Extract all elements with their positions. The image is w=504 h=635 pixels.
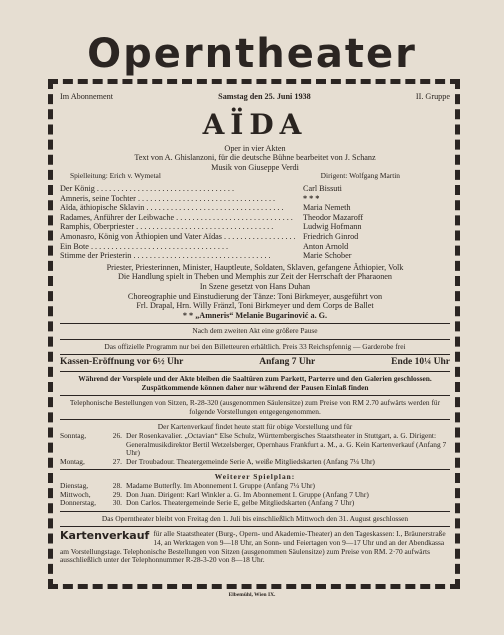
cast-name: Maria Nemeth	[303, 203, 351, 213]
cast-role: Aïda, äthiopische Sklavin . . .	[60, 203, 295, 213]
start-time: Anfang 7 Uhr	[259, 357, 316, 368]
cast-role: Ramphis, Oberpriester . . .	[60, 222, 295, 232]
divider	[60, 526, 450, 527]
cast-row	[60, 251, 450, 261]
cast-role: Der König . . .	[60, 184, 295, 194]
divider	[60, 395, 450, 396]
page-title: Operntheater	[87, 31, 417, 77]
schedule-text: Der Troubadour. Theatergemeinde Serie A, weiße Mitgliedskarten (Anfang 7¼ Uhr)	[126, 456, 375, 466]
cast-row	[60, 232, 450, 242]
cast-row	[60, 194, 450, 204]
pause-note: Nach dem zweiten Akt eine größere Pause	[192, 326, 318, 336]
cast-row	[60, 242, 450, 252]
top-row	[60, 92, 450, 102]
schedule-date: 30.	[112, 498, 122, 508]
cast-role: Radames, Anführer der Leibwache . . .	[60, 213, 295, 223]
cast-name: Marie Schober	[303, 251, 352, 261]
cast-row	[60, 203, 450, 213]
cast-role: Stimme der Priesterin . . .	[60, 251, 295, 261]
choreography-line-1: Choreographie und Einstudierung der Tänze: Toni Birkmeyer, ausgeführt von	[127, 291, 383, 301]
schedule-further	[60, 482, 450, 508]
schedule-text: Don Carlos. Theatergemeinde Serie E, gelbe Mitgliedskarten (Anfang 7 Uhr)	[126, 498, 355, 508]
closure-note: Das Operntheater bleibt von Freitag den 1. Juli bis einschließlich Mittwoch den 31. August geschlossen	[101, 513, 409, 523]
opera-title: AÏDA	[202, 107, 308, 141]
schedule-text: Don Juan. Dirigent: Karl Winkler a. G. Im Abonnement I. Gruppe (Anfang 7 Uhr)	[126, 489, 369, 499]
music-line: Musik von Giuseppe Verdi	[211, 162, 299, 172]
cast-name: Theodor Mazaroff	[303, 212, 364, 222]
schedule-day: Donnerstag,	[60, 498, 96, 508]
end-time: Ende 10¼ Uhr	[391, 357, 450, 368]
divider	[60, 469, 450, 470]
divider	[60, 354, 450, 355]
schedule-date: 26.	[112, 431, 122, 441]
schedule-text: Der Rosenkavalier. „Octavian“ Else Schulz, Württembergisches Staatstheater in Stuttgart, a. G. Dirigent: Generalmusikdirektor Bertil Wetzelsberger, Opernhaus Frankfurt a. M., a. G. Kein Kartenverkauf (Anfang 7 Uhr)	[126, 431, 447, 458]
libretto-line: Text von A. Ghislanzoni, für die deutsche Bühne bearbeitet von J. Schanz	[134, 153, 376, 163]
cast-role: Ein Bote . . .	[60, 242, 295, 252]
schedule-day: Dienstag,	[60, 481, 89, 490]
choreography-line-2: Frl. Drapal, Hrn. Willy Fränzl, Toni Birkmeyer und dem Corps de Ballet	[136, 301, 374, 311]
times-row	[60, 358, 450, 368]
conductor: Dirigent: Wolfgang Martin	[320, 171, 400, 181]
date-label: Samstag den 25. Juni 1938	[218, 92, 311, 101]
printer-imprint: Elbemühl, Wien IX.	[228, 592, 276, 598]
schedule-date: 27.	[112, 456, 122, 466]
ticket-sales-text: für alle Staatstheater (Burg-, Opern- und Akademie-Theater) an den Tageskassen: I., Bräunerstraße 14, an Werktagen von 9—18 Uhr, an Sonn- und Feiertagen von 9—17 Uhr und an der Abendkassa am Vorstellungstage. Telephonische Bestellungen von Sitzen (ausgenommen Säulensitze) zum Preise von RM. 2·70 aufwärts ausschließlich unter der Telephonnummer R-28-3-20 von 8—18 Uhr.	[60, 529, 446, 565]
schedule-today	[60, 432, 450, 466]
schedule-text: Madame Butterfly. Im Abonnement I. Gruppe (Anfang 7¼ Uhr)	[126, 481, 315, 490]
schedule-date: 28.	[112, 481, 122, 490]
staging-line: In Szene gesetzt von Hans Duhan	[199, 281, 311, 291]
ticket-sales-label: Kartenverkauf	[60, 529, 150, 543]
cast-list	[60, 184, 450, 261]
group-label: II. Gruppe	[415, 92, 450, 101]
cast-name: Friedrich Ginrod	[303, 231, 359, 241]
chorus-line: Priester, Priesterinnen, Minister, Hauptleute, Soldaten, Sklaven, gefangene Äthiopier, Volk	[106, 262, 404, 272]
schedule-day: Montag,	[60, 456, 85, 466]
divider	[60, 419, 450, 420]
ticket-sale-heading: Der Kartenverkauf findet heute statt für obige Vorstellung und für	[157, 422, 353, 432]
direction-row	[60, 172, 450, 181]
cast-row	[60, 222, 450, 232]
schedule-row	[60, 499, 450, 508]
playbill-content	[60, 92, 450, 565]
cast-name: Carl Bissuti	[303, 183, 342, 193]
divider	[60, 339, 450, 340]
ticket-sales-info	[60, 530, 450, 564]
door-notice: Während der Vorspiele und der Akte bleiben die Saaltüren zum Parkett, Parterre und den Galerien geschlossen. Zuspätkommende können daher nur während der Pausen Einlaß finden	[78, 374, 432, 392]
program-note: Das offizielle Programm nur bei den Billetteuren erhältlich. Preis 33 Reichspfennig — Garderobe frei	[104, 341, 406, 351]
divider	[60, 323, 450, 324]
amneris-note: * * „Amneris“ Melanie Bugarinović a. G.	[182, 310, 328, 320]
phone-booking-note: Telephonische Bestellungen von Sitzen, R-28-320 (ausgenommen Säulensitze) zum Preise von RM 2.70 aufwärts werden für folgende Vorstellungen entgegengenommen.	[69, 398, 441, 416]
schedule-heading: Weiterer Spielplan:	[214, 472, 296, 482]
cast-name: Anton Arnold	[303, 241, 349, 251]
subscription-label: Im Abonnement	[60, 92, 113, 101]
schedule-row	[60, 458, 450, 467]
schedule-day: Mittwoch,	[60, 489, 91, 499]
schedule-date: 29.	[112, 489, 122, 499]
director: Spielleitung: Erich v. Wymetal	[70, 171, 161, 181]
schedule-row	[60, 432, 450, 458]
cast-name: Ludwig Hofmann	[303, 222, 362, 232]
box-office-opening: Kassen-Eröffnung vor 6½ Uhr	[60, 357, 184, 368]
divider	[60, 371, 450, 372]
cast-row	[60, 213, 450, 223]
opera-subtitle: Oper in vier Akten	[224, 143, 286, 153]
setting-line: Die Handlung spielt in Theben und Memphis zur Zeit der Herrschaft der Pharaonen	[117, 272, 393, 282]
cast-role: Amneris, seine Tochter . . .	[60, 194, 295, 204]
divider	[60, 511, 450, 512]
cast-name: * * *	[303, 193, 320, 203]
schedule-day: Sonntag,	[60, 431, 87, 441]
cast-role: Amonasro, König von Äthiopien und Vater Aïdas . . .	[60, 232, 295, 242]
cast-row	[60, 184, 450, 194]
